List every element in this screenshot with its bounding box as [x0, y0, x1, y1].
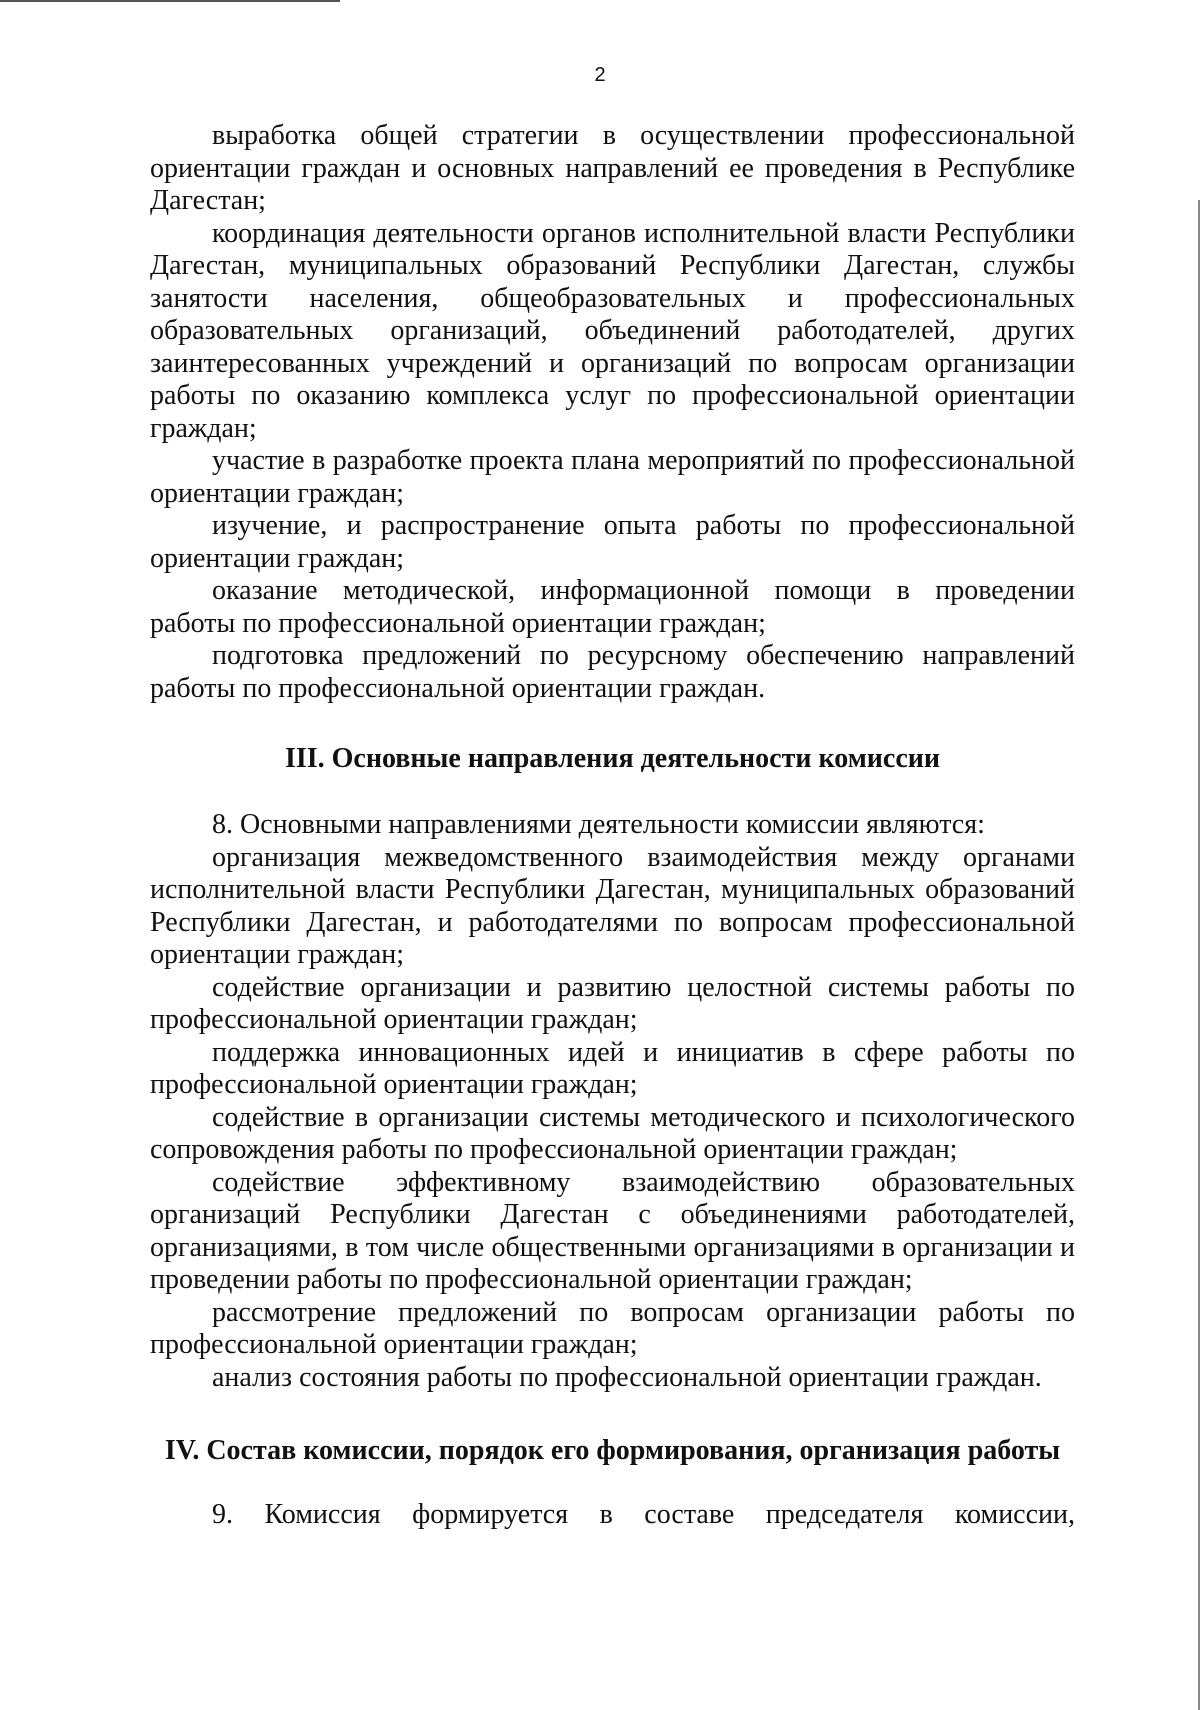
document-body — [150, 120, 1075, 1532]
paragraph: анализ состояния работы по профессиональной ориентации граждан. — [212, 1361, 1042, 1393]
paragraph: изучение, и распространение опыта работы по профессиональной ориентации граждан; — [150, 510, 1075, 574]
paragraph: 8. Основными направлениями деятельности комиссии являются: — [212, 809, 985, 840]
paragraph: содействие в организации системы методического и психологического сопровождения работы по профессиональной ориентации граждан; — [150, 1101, 1075, 1165]
paragraph: оказание методической, информационной помощи в проведении работы по профессиональной ориентации граждан; — [150, 575, 1075, 639]
scan-edge-top — [0, 0, 340, 2]
paragraph: рассмотрение предложений по вопросам организации работы по профессиональной ориентации граждан; — [150, 1296, 1075, 1360]
paragraph: участие в разработке проекта плана мероприятий по профессиональной ориентации граждан; — [150, 445, 1075, 509]
paragraph: содействие эффективному взаимодействию образовательных организаций Республики Дагестан с объединениями работодателей, организациями, в том числе общественными организациями в организации и проведении работы по профессиональной ориентации граждан; — [150, 1166, 1075, 1295]
paragraph: поддержка инновационных идей и инициатив в сфере работы по профессиональной ориентации граждан; — [150, 1036, 1075, 1100]
section-heading: III. Основные направления деятельности комиссии — [284, 743, 941, 774]
paragraph: 9. Комиссия формируется в составе председателя комиссии, — [212, 1499, 1075, 1530]
paragraph: подготовка предложений по ресурсному обеспечению направлений работы по профессиональной ориентации граждан. — [150, 640, 1075, 704]
paragraph: координация деятельности органов исполнительной власти Республики Дагестан, муниципальных образований Республики Дагестан, службы занятости населения, общеобразовательных и профессиональных образовательных организаций, объединений работодателей, других заинтересованных учреждений и организаций по вопросам организации работы по оказанию комплекса услуг по профессиональной ориентации граждан; — [150, 217, 1075, 444]
paragraph: организация межведомственного взаимодействия между органами исполнительной власти Республики Дагестан, муниципальных образований Республики Дагестан, и работодателями по вопросам профессиональной ориентации граждан; — [150, 841, 1075, 970]
section-heading: IV. Состав комиссии, порядок его формирования, организация работы — [164, 1435, 1061, 1466]
paragraph: содействие организации и развитию целостной системы работы по профессиональной ориентации граждан; — [150, 971, 1075, 1035]
paragraph: выработка общей стратегии в осуществлении профессиональной ориентации граждан и основных направлений ее проведения в Республике Дагестан; — [150, 120, 1075, 216]
page-number: 2 — [594, 64, 606, 86]
